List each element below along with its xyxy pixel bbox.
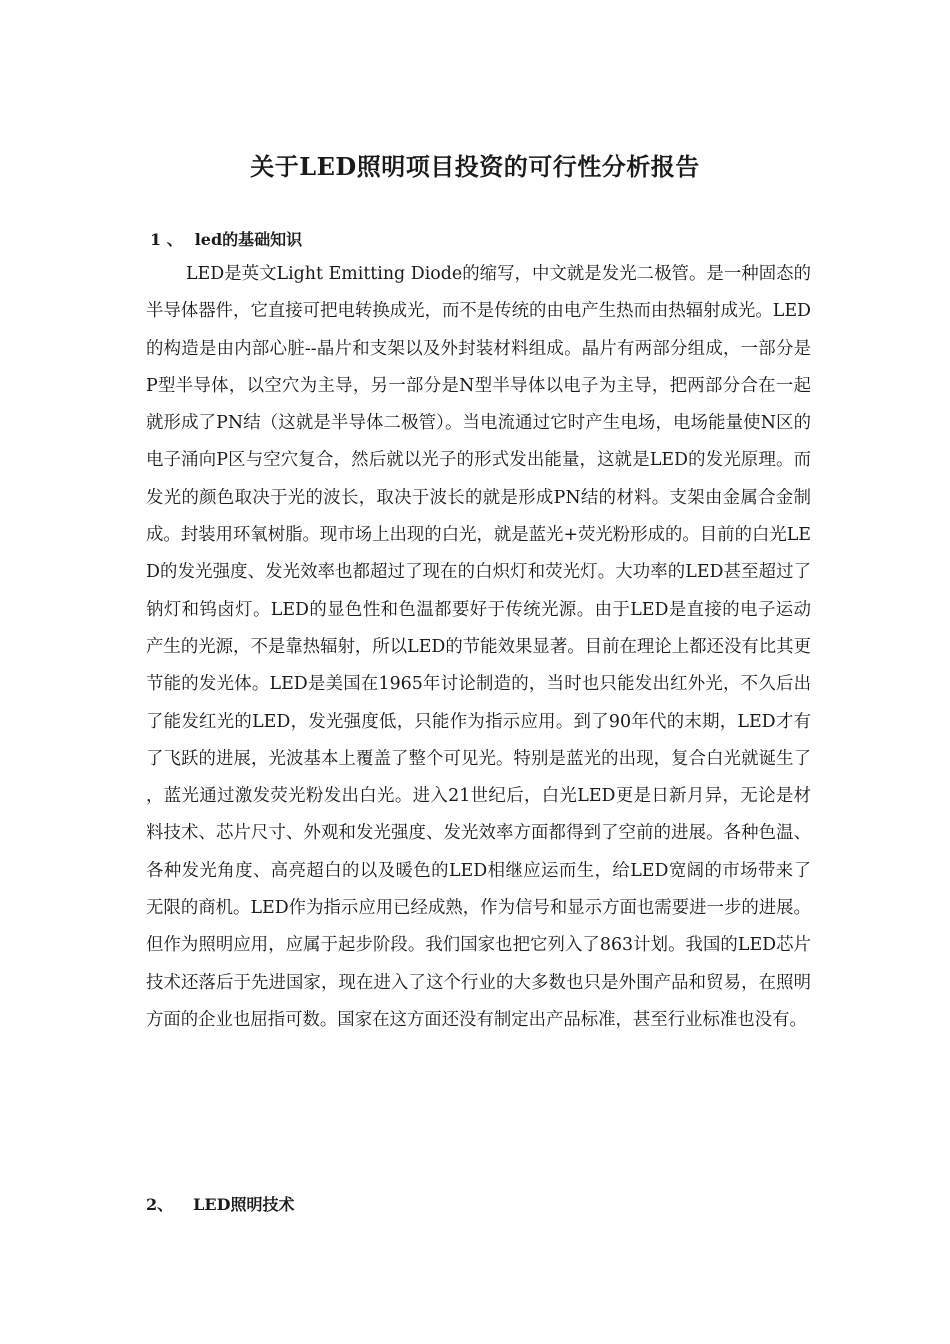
section-heading-1 — [150, 226, 302, 254]
section-heading-2 — [146, 1191, 294, 1219]
section-1-paragraph: LED是英文Light Emitting Diode的缩写，中文就是发光二极管。是一种固态的半导体器件，它直接可把电转换成光，而不是传统的由电产生热而由热辐射成光。LED的构造是由内部心脏--晶片和支架以及外封装材料组成。晶片有两部分组成，一部分是P型半导体，以空穴为主导，另一部分是N型半导体以电子为主导，把两部分合在一起就形成了PN结（这就是半导体二极管）。当电流通过它时产生电场，电场能量使N区的电子涌向P区与空穴复合，然后就以光子的形式发出能量，这就是LED的发光原理。而发光的颜色取决于光的波长，取决于波长的就是形成PN结的材料。支架由金属合金制成。封装用环氧树脂。现市场上出现的白光，就是蓝光+荧光粉形成的。目前的白光LED的发光强度、发光效率也都超过了现在的白炽灯和荧光灯。大功率的LED甚至超过了钠灯和钨卤灯。LED的显色性和色温都要好于传统光源。由于LED是直接的电子运动产生的光源，不是靠热辐射，所以LED的节能效果显著。目前在理论上都还没有比其更节能的发光体。LED是美国在1965年讨论制造的，当时也只能发出红外光，不久后出了能发红光的LED，发光强度低，只能作为指示应用。到了90年代的末期，LED才有了飞跃的进展，光波基本上覆盖了整个可见光。特别是蓝光的出现，复合白光就诞生了，蓝光通过激发荧光粉发出白光。进入21世纪后，白光LED更是日新月异，无论是材料技术、芯片尺寸、外观和发光强度、发光效率方面都得到了空前的进展。各种色温、各种发光角度、高亮超白的以及暖色的LED相继应运而生，给LED宽阔的市场带来了无限的商机。LED作为指示应用已经成熟，作为信号和显示方面也需要进一步的进展。但作为照明应用，应属于起步阶段。我们国家也把它列入了863计划。我国的LED芯片技术还落后于先进国家，现在进入了这个行业的大多数也只是外围产品和贸易，在照明方面的企业也屈指可数。国家在这方面还没有制定出产品标准，甚至行业标准也没有。 — [146, 264, 811, 1030]
section-title-1: led的基础知识 — [194, 230, 303, 249]
section-number-1: 1 、 — [150, 230, 183, 249]
section-number-2: 2、 — [146, 1195, 174, 1214]
document-title: 关于LED照明项目投资的可行性分析报告 — [250, 152, 700, 182]
section-title-2: LED照明技术 — [193, 1195, 295, 1214]
